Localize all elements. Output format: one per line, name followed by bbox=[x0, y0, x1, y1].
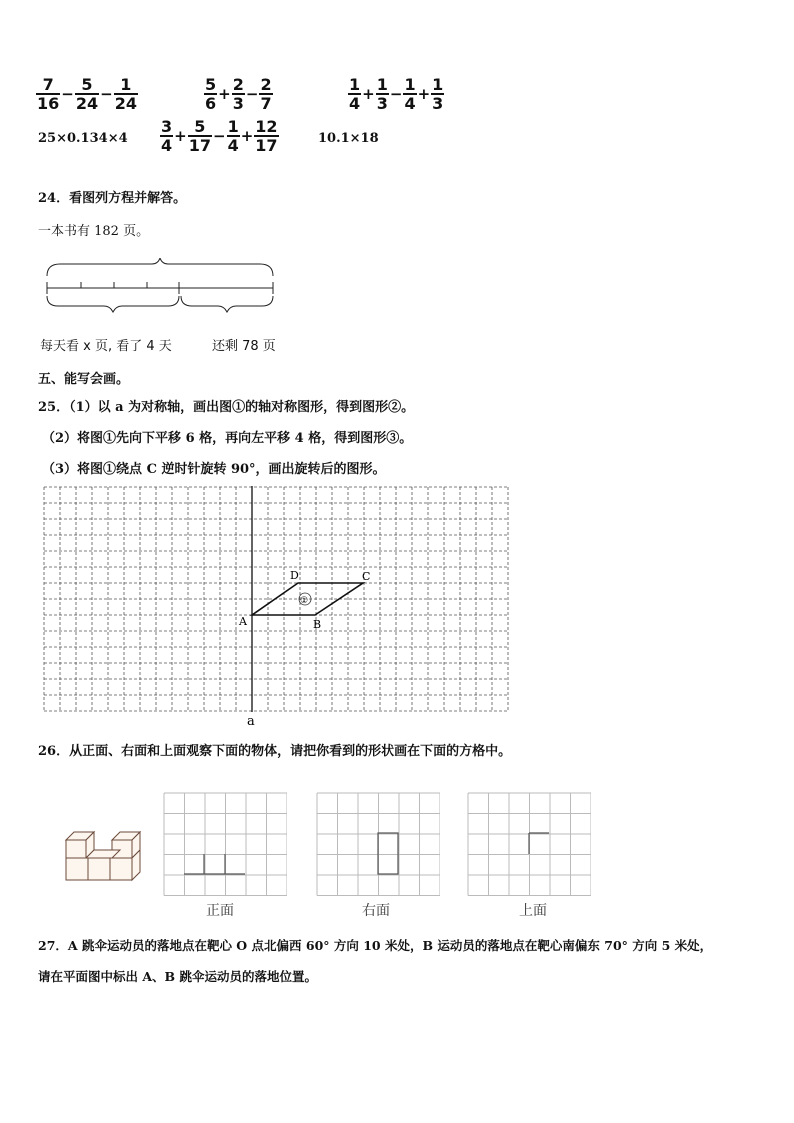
operator: − bbox=[61, 85, 74, 103]
fraction: $\frac{1}{3}$ bbox=[376, 75, 388, 113]
fraction: $\frac{3}{4}$ bbox=[161, 117, 173, 155]
q27-line2: 请在平面图中标出 A、B 跳伞运动员的落地位置。 bbox=[38, 969, 317, 984]
fraction: $\frac{1}{3}$ bbox=[432, 75, 444, 113]
fraction: $\frac{1}{4}$ bbox=[227, 117, 239, 155]
grid-right bbox=[316, 792, 440, 896]
operator: − bbox=[212, 127, 226, 145]
expression-4: 25×0.134×4 bbox=[38, 131, 128, 146]
section5-title: 五、能写会画。 bbox=[38, 372, 130, 387]
point-c-label: C bbox=[362, 570, 371, 583]
cube-object-figure bbox=[64, 828, 144, 884]
fraction: $\frac{5}{6}$ bbox=[205, 75, 217, 113]
operator: − bbox=[245, 85, 259, 103]
grid-top bbox=[467, 792, 591, 896]
q24-title: 24．看图列方程并解答。 bbox=[38, 191, 187, 206]
fraction: $\frac{5}{17}$ bbox=[188, 117, 211, 155]
operator: + bbox=[417, 85, 431, 103]
fraction: $\frac{5}{24}$ bbox=[75, 75, 99, 113]
fraction: $\frac{2}{7}$ bbox=[260, 75, 272, 113]
q25-grid bbox=[40, 484, 514, 728]
operator: − bbox=[100, 85, 113, 103]
operator: + bbox=[240, 127, 254, 145]
fraction: $\frac{1}{4}$ bbox=[404, 75, 416, 113]
q25-line1: 25．（1）以 a 为对称轴，画出图①的轴对称图形，得到图形②。 bbox=[38, 400, 415, 415]
fraction: $\frac{2}{3}$ bbox=[232, 75, 244, 113]
fraction: $\frac{12}{17}$ bbox=[255, 117, 278, 155]
label-right: 右面 bbox=[362, 903, 390, 919]
axis-a-label: a bbox=[247, 714, 255, 728]
expression-6: 10.1×18 bbox=[318, 131, 379, 146]
fraction: $\frac{1}{24}$ bbox=[114, 75, 137, 113]
operator: + bbox=[174, 127, 187, 145]
expression-3 bbox=[348, 76, 444, 112]
expression-2 bbox=[204, 76, 273, 112]
label-top: 上面 bbox=[519, 903, 547, 919]
label-front: 正面 bbox=[206, 903, 234, 919]
shape-label-1: ① bbox=[300, 596, 309, 606]
fraction: $\frac{1}{4}$ bbox=[349, 75, 361, 113]
point-b-label: B bbox=[313, 618, 322, 631]
grid-front bbox=[163, 792, 287, 896]
q24-line1: 一本书有 182 页。 bbox=[38, 224, 150, 239]
q25-line2: （2）将图①先向下平移 6 格，再向左平移 4 格，得到图形③。 bbox=[42, 431, 413, 446]
point-a-label: A bbox=[239, 615, 247, 628]
operator: + bbox=[218, 85, 231, 103]
operator: − bbox=[389, 85, 403, 103]
q26-title: 26．从正面、右面和上面观察下面的物体，请把你看到的形状画在下面的方格中。 bbox=[38, 744, 512, 759]
point-d-label: D bbox=[290, 569, 299, 582]
fraction: $\frac{7}{16}$ bbox=[37, 75, 60, 113]
q24-label-right: 还剩 78 页 bbox=[212, 339, 276, 354]
expression-5 bbox=[160, 118, 279, 154]
q24-segment-diagram bbox=[40, 258, 280, 318]
operator: + bbox=[362, 85, 375, 103]
q24-label-left: 每天看 x 页, 看了 4 天 bbox=[40, 339, 172, 354]
expression-1 bbox=[36, 76, 138, 112]
q25-line3: （3）将图①绕点 C 逆时针旋转 90°，画出旋转后的图形。 bbox=[42, 462, 386, 477]
q27-line1: 27．A 跳伞运动员的落地点在靶心 O 点北偏西 60° 方向 10 米处，B 运动员的落地点在靶心南偏东 70° 方向 5 米处， bbox=[38, 938, 713, 953]
